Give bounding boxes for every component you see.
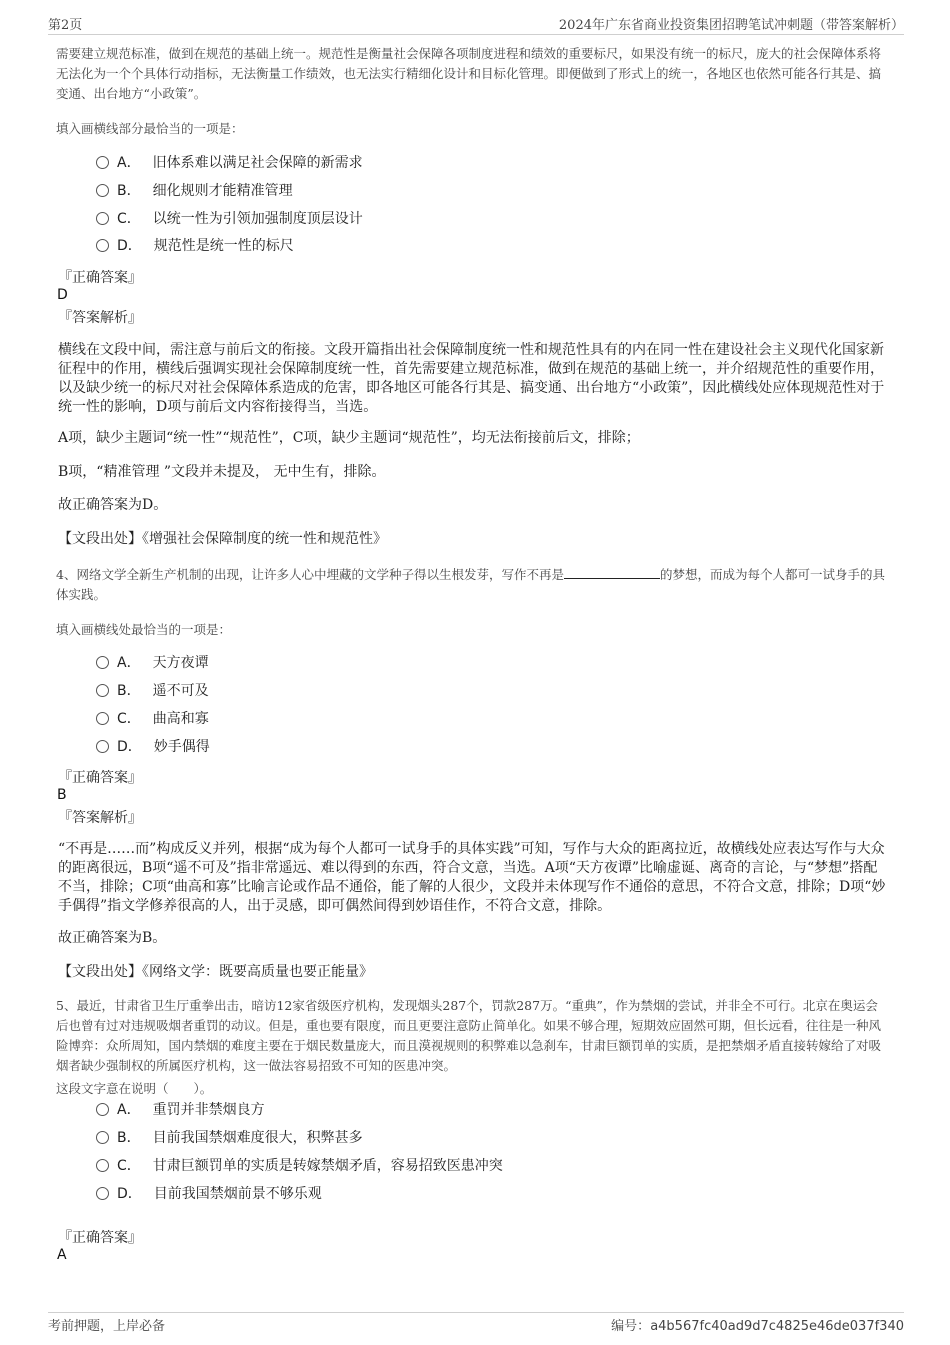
radio-icon[interactable] — [96, 656, 109, 669]
radio-icon[interactable] — [96, 156, 109, 169]
q3-answer: D — [57, 287, 68, 303]
q3-option-c[interactable]: C． 以统一性为引领加强制度顶层设计 — [96, 208, 363, 230]
q5-answer-label: 『正确答案』 — [58, 1230, 142, 1246]
page-header — [48, 12, 904, 35]
page-footer — [48, 1312, 904, 1339]
radio-icon[interactable] — [96, 712, 109, 725]
q3-passage: 需要建立规范标准，做到在规范的基础上统一。规范性是衡量社会保障各项制度进程和绩效的重要标尺，如果没有统一的标尺，庞大的社会保障体系将无法化为一个个具体行动指标，无法衡量工作绩效，也无法实行精细化设计和目标化管理。即便做到了形式上的统一，各地区也依然可能各行其是、搞变通、出台地方“小政策”。 — [56, 46, 882, 101]
radio-icon[interactable] — [96, 212, 109, 225]
q4-conclusion: 故正确答案为B。 — [58, 930, 167, 946]
q3-answer-label: 『正确答案』 — [58, 270, 142, 286]
q3-option-d[interactable]: D． 规范性是统一性的标尺 — [96, 235, 294, 257]
q4-passage: 4、网络文学全新生产机制的出现，让许多人心中埋藏的文学种子得以生根发芽，写作不再是 的梦想，而成为每个人都可一试身手的具体实践。 — [56, 567, 885, 602]
document-code: 编号：a4b567fc40ad9d7c4825e46de037f340 — [611, 1319, 904, 1334]
q5-answer: A — [57, 1247, 67, 1263]
q4-answer-label: 『正确答案』 — [58, 770, 142, 786]
q4-option-d[interactable]: D． 妙手偶得 — [96, 736, 210, 758]
q3-conclusion: 故正确答案为D。 — [58, 497, 168, 513]
q3-analysis-label: 『答案解析』 — [58, 310, 142, 326]
q3-analysis-ac: A项，缺少主题词“统一性”“规范性”，C项，缺少主题词“规范性”，均无法衔接前后文，排除； — [58, 430, 640, 446]
radio-icon[interactable] — [96, 1159, 109, 1172]
q4-option-c[interactable]: C． 曲高和寡 — [96, 708, 209, 730]
q5-option-b[interactable]: B． 目前我国禁烟难度很大，积弊甚多 — [96, 1127, 363, 1149]
q3-instruction: 填入画横线部分最恰当的一项是： — [56, 121, 244, 136]
fill-blank — [564, 565, 660, 579]
q4-answer: B — [57, 787, 67, 803]
q3-analysis-main: 横线在文段中间，需注意与前后文的衔接。文段开篇指出社会保障制度统一性和规范性具有的内在同一性在建设社会主义现代化国家新征程中的作用，横线后强调实现社会保障制度统一性，首先需要建立规范标准，做到在规范的基础上统一，并介绍规范性的重要作用，以及缺少统一的标尺对社会保障体系造成的危害，即各地区可能各行其是、搞变通、出台地方“小政策”，因此横线处应体现规范性对于统一性的影响，D项与前后文内容衔接得当，当选。 — [58, 342, 885, 415]
q4-analysis-label: 『答案解析』 — [58, 810, 142, 826]
radio-icon[interactable] — [96, 1187, 109, 1200]
radio-icon[interactable] — [96, 684, 109, 697]
radio-icon[interactable] — [96, 740, 109, 753]
q4-option-a[interactable]: A． 天方夜谭 — [96, 652, 209, 674]
document-title: 2024年广东省商业投资集团招聘笔试冲刺题（带答案解析） — [558, 18, 904, 33]
radio-icon[interactable] — [96, 1103, 109, 1116]
q3-analysis-b: B项，“精准管理 ”文段并未提及， 无中生有，排除。 — [58, 464, 386, 480]
q5-option-c[interactable]: C． 甘肃巨额罚单的实质是转嫁禁烟矛盾，容易招致医患冲突 — [96, 1155, 503, 1177]
q3-option-b[interactable]: B． 细化规则才能精准管理 — [96, 180, 293, 202]
footer-slogan: 考前押题，上岸必备 — [48, 1319, 166, 1334]
radio-icon[interactable] — [96, 184, 109, 197]
q5-option-a[interactable]: A． 重罚并非禁烟良方 — [96, 1099, 265, 1121]
q5-passage: 5、最近，甘肃省卫生厅重拳出击，暗访12家省级医疗机构，发现烟头287个，罚款287万。“重典”，作为禁烟的尝试，并非全不可行。北京在奥运会后也曾有过对违规吸烟者重罚的动议。但是，重也要有限度，而且更要注意防止简单化。如果不够合理，短期效应固然可期，但长远看，往往是一种风险博弈：众所周知，国内禁烟的难度主要在于烟民数量庞大，而且漠视规则的积弊难以急刹车，甘肃巨额罚单的实质，是把禁烟矛盾直接转嫁给了对吸烟者缺少强制权的所属医疗机构，这一做法容易招致不可知的医患冲突。 — [56, 998, 882, 1073]
q3-option-a[interactable]: A． 旧体系难以满足社会保障的新需求 — [96, 152, 363, 174]
q5-option-d[interactable]: D． 目前我国禁烟前景不够乐观 — [96, 1183, 322, 1205]
q5-question: 这段文字意在说明（ ）。 — [56, 1081, 213, 1096]
radio-icon[interactable] — [96, 1131, 109, 1144]
q4-analysis-main: “不再是……而”构成反义并列，根据“成为每个人都可一试身手的具体实践”可知，写作与大众的距离拉近，故横线处应表达写作与大众的距离很远，B项“遥不可及”指非常遥远、难以得到的东西，符合文意，当选。A项“天方夜谭”比喻虚诞、离奇的言论，与“梦想”搭配不当，排除；C项“曲高和寡”比喻言论或作品不通俗，能了解的人很少，文段并未体现写作不通俗的意思，不符合文意，排除；D项“妙手偶得”指文学修养很高的人，出于灵感，即可偶然间得到妙语佳作，不符合文意，排除。 — [58, 841, 886, 914]
q4-instruction: 填入画横线处最恰当的一项是： — [56, 622, 232, 637]
q4-option-b[interactable]: B． 遥不可及 — [96, 680, 209, 702]
q4-source: 【文段出处】《网络文学：既要高质量也要正能量》 — [58, 964, 373, 980]
page-number: 第2页 — [48, 18, 83, 33]
radio-icon[interactable] — [96, 239, 109, 252]
q3-source: 【文段出处】《增强社会保障制度的统一性和规范性》 — [58, 531, 387, 547]
